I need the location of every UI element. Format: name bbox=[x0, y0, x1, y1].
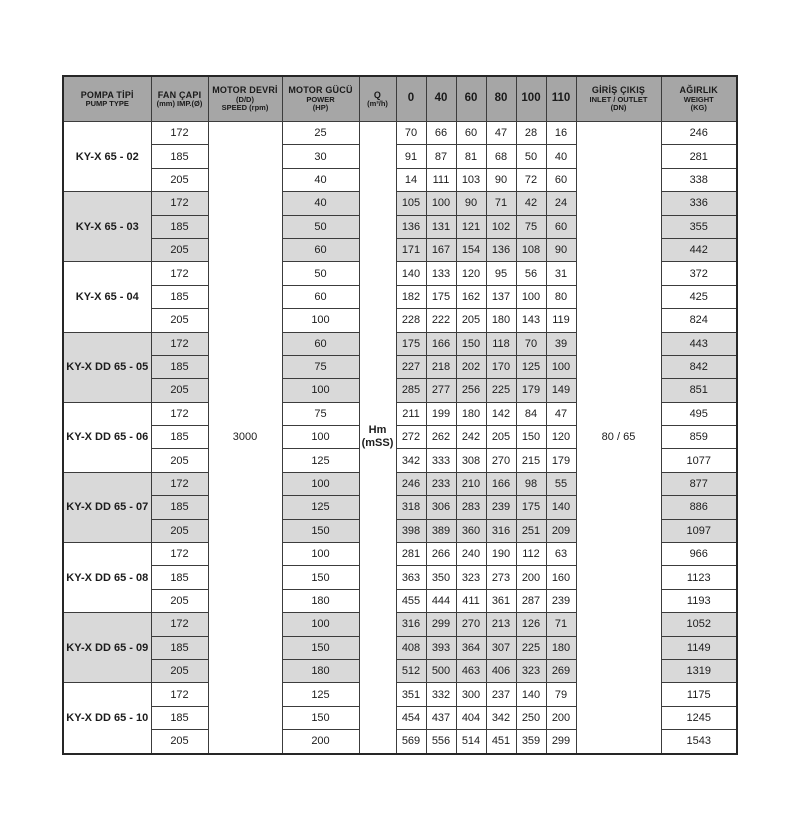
header-pump-type-en: PUMP TYPE bbox=[85, 98, 129, 108]
head-value-cell: 199 bbox=[426, 402, 456, 425]
fan-diameter-cell: 185 bbox=[151, 355, 208, 378]
head-value-cell: 90 bbox=[546, 238, 576, 261]
head-value-cell: 437 bbox=[426, 706, 456, 729]
head-value-cell: 167 bbox=[426, 238, 456, 261]
head-value-cell: 272 bbox=[396, 426, 426, 449]
head-value-cell: 39 bbox=[546, 332, 576, 355]
head-value-cell: 256 bbox=[456, 379, 486, 402]
pump-type-cell: KY-X DD 65 - 06 bbox=[63, 402, 151, 472]
header-flow-0: 0 bbox=[396, 76, 426, 122]
head-value-cell: 218 bbox=[426, 355, 456, 378]
q-unit-cell bbox=[359, 122, 396, 754]
power-cell: 60 bbox=[282, 285, 359, 308]
fan-diameter-cell: 172 bbox=[151, 402, 208, 425]
head-value-cell: 100 bbox=[546, 355, 576, 378]
power-cell: 40 bbox=[282, 168, 359, 191]
head-value-cell: 154 bbox=[456, 238, 486, 261]
weight-cell: 1123 bbox=[661, 566, 737, 589]
fan-diameter-cell: 172 bbox=[151, 683, 208, 706]
head-value-cell: 40 bbox=[546, 145, 576, 168]
inlet-outlet-cell: 80 / 65 bbox=[576, 122, 661, 754]
weight-cell: 281 bbox=[661, 145, 737, 168]
head-value-cell: 451 bbox=[486, 730, 516, 754]
head-value-cell: 300 bbox=[456, 683, 486, 706]
head-value-cell: 162 bbox=[456, 285, 486, 308]
power-cell: 50 bbox=[282, 215, 359, 238]
header-motor-speed-en: SPEED (rpm) bbox=[221, 103, 269, 113]
head-value-cell: 166 bbox=[426, 332, 456, 355]
head-value-cell: 126 bbox=[516, 613, 546, 636]
head-value-cell: 318 bbox=[396, 496, 426, 519]
head-value-cell: 215 bbox=[516, 449, 546, 472]
weight-cell: 1175 bbox=[661, 683, 737, 706]
head-value-cell: 55 bbox=[546, 472, 576, 495]
head-value-cell: 299 bbox=[426, 613, 456, 636]
head-value-cell: 512 bbox=[396, 659, 426, 682]
head-value-cell: 137 bbox=[486, 285, 516, 308]
weight-cell: 443 bbox=[661, 332, 737, 355]
weight-cell: 442 bbox=[661, 238, 737, 261]
head-value-cell: 180 bbox=[456, 402, 486, 425]
head-value-cell: 60 bbox=[456, 122, 486, 145]
head-value-cell: 316 bbox=[486, 519, 516, 542]
weight-cell: 1193 bbox=[661, 589, 737, 612]
pump-spec-table bbox=[62, 75, 738, 755]
head-value-cell: 140 bbox=[516, 683, 546, 706]
fan-diameter-cell: 172 bbox=[151, 122, 208, 145]
head-value-cell: 250 bbox=[516, 706, 546, 729]
power-cell: 150 bbox=[282, 566, 359, 589]
head-value-cell: 175 bbox=[426, 285, 456, 308]
header-fan-diameter-unit: (mm) IMP.(Ø) bbox=[156, 98, 203, 108]
power-cell: 100 bbox=[282, 543, 359, 566]
head-value-cell: 14 bbox=[396, 168, 426, 191]
head-value-cell: 227 bbox=[396, 355, 426, 378]
head-value-cell: 323 bbox=[456, 566, 486, 589]
head-value-cell: 281 bbox=[396, 543, 426, 566]
head-value-cell: 112 bbox=[516, 543, 546, 566]
fan-diameter-cell: 205 bbox=[151, 168, 208, 191]
fan-diameter-cell: 185 bbox=[151, 496, 208, 519]
head-value-cell: 142 bbox=[486, 402, 516, 425]
head-value-cell: 87 bbox=[426, 145, 456, 168]
fan-diameter-cell: 172 bbox=[151, 613, 208, 636]
header-flow-40: 40 bbox=[426, 76, 456, 122]
head-value-cell: 125 bbox=[516, 355, 546, 378]
head-value-cell: 361 bbox=[486, 589, 516, 612]
fan-diameter-cell: 172 bbox=[151, 262, 208, 285]
head-value-cell: 233 bbox=[426, 472, 456, 495]
head-value-cell: 237 bbox=[486, 683, 516, 706]
head-value-cell: 140 bbox=[546, 496, 576, 519]
head-value-cell: 569 bbox=[396, 730, 426, 754]
power-cell: 100 bbox=[282, 613, 359, 636]
pump-type-cell: KY-X 65 - 03 bbox=[63, 192, 151, 262]
head-value-cell: 228 bbox=[396, 309, 426, 332]
pump-type-cell: KY-X DD 65 - 10 bbox=[63, 683, 151, 754]
power-cell: 150 bbox=[282, 636, 359, 659]
header-fan-diameter-tr: FAN ÇAPI bbox=[157, 89, 202, 100]
head-value-cell: 103 bbox=[456, 168, 486, 191]
head-value-cell: 351 bbox=[396, 683, 426, 706]
fan-diameter-cell: 205 bbox=[151, 238, 208, 261]
head-value-cell: 71 bbox=[486, 192, 516, 215]
head-value-cell: 270 bbox=[456, 613, 486, 636]
weight-cell: 966 bbox=[661, 543, 737, 566]
head-value-cell: 306 bbox=[426, 496, 456, 519]
power-cell: 75 bbox=[282, 355, 359, 378]
head-value-cell: 454 bbox=[396, 706, 426, 729]
head-value-cell: 182 bbox=[396, 285, 426, 308]
weight-cell: 851 bbox=[661, 379, 737, 402]
fan-diameter-cell: 185 bbox=[151, 706, 208, 729]
head-value-cell: 31 bbox=[546, 262, 576, 285]
power-cell: 200 bbox=[282, 730, 359, 754]
head-value-cell: 47 bbox=[546, 402, 576, 425]
head-value-cell: 56 bbox=[516, 262, 546, 285]
head-value-cell: 514 bbox=[456, 730, 486, 754]
power-cell: 75 bbox=[282, 402, 359, 425]
head-value-cell: 140 bbox=[396, 262, 426, 285]
head-value-cell: 299 bbox=[546, 730, 576, 754]
head-value-cell: 136 bbox=[486, 238, 516, 261]
header-pump-type-tr: POMPA TİPİ bbox=[80, 89, 134, 100]
fan-diameter-cell: 185 bbox=[151, 285, 208, 308]
head-value-cell: 102 bbox=[486, 215, 516, 238]
power-cell: 60 bbox=[282, 332, 359, 355]
head-value-cell: 150 bbox=[456, 332, 486, 355]
weight-cell: 1245 bbox=[661, 706, 737, 729]
head-value-cell: 120 bbox=[546, 426, 576, 449]
fan-diameter-cell: 185 bbox=[151, 215, 208, 238]
head-value-cell: 171 bbox=[396, 238, 426, 261]
head-value-cell: 239 bbox=[546, 589, 576, 612]
head-value-cell: 444 bbox=[426, 589, 456, 612]
head-value-cell: 363 bbox=[396, 566, 426, 589]
head-value-cell: 100 bbox=[516, 285, 546, 308]
head-value-cell: 455 bbox=[396, 589, 426, 612]
weight-cell: 824 bbox=[661, 309, 737, 332]
header-flow-100: 100 bbox=[516, 76, 546, 122]
head-value-cell: 246 bbox=[396, 472, 426, 495]
header-motor-power-en: POWER bbox=[306, 94, 335, 104]
weight-cell: 1052 bbox=[661, 613, 737, 636]
head-value-cell: 307 bbox=[486, 636, 516, 659]
header-flow-80: 80 bbox=[486, 76, 516, 122]
head-value-cell: 277 bbox=[426, 379, 456, 402]
head-value-cell: 556 bbox=[426, 730, 456, 754]
power-cell: 125 bbox=[282, 683, 359, 706]
header-inlet-outlet bbox=[576, 76, 661, 122]
weight-cell: 842 bbox=[661, 355, 737, 378]
header-motor-power bbox=[282, 76, 359, 122]
pump-type-cell: KY-X 65 - 04 bbox=[63, 262, 151, 332]
fan-diameter-cell: 185 bbox=[151, 426, 208, 449]
header-inlet-outlet-en: INLET / OUTLET bbox=[589, 94, 648, 104]
weight-cell: 859 bbox=[661, 426, 737, 449]
head-value-cell: 266 bbox=[426, 543, 456, 566]
head-value-cell: 406 bbox=[486, 659, 516, 682]
head-value-cell: 79 bbox=[546, 683, 576, 706]
head-value-cell: 121 bbox=[456, 215, 486, 238]
header-fan-diameter bbox=[151, 76, 208, 122]
header-weight-tr: AĞIRLIK bbox=[679, 85, 718, 96]
head-value-cell: 225 bbox=[486, 379, 516, 402]
head-value-cell: 100 bbox=[426, 192, 456, 215]
q-unit-mss: (mSS) bbox=[361, 437, 394, 450]
head-value-cell: 404 bbox=[456, 706, 486, 729]
fan-diameter-cell: 205 bbox=[151, 309, 208, 332]
weight-cell: 1543 bbox=[661, 730, 737, 754]
weight-cell: 336 bbox=[661, 192, 737, 215]
header-motor-power-tr: MOTOR GÜCÜ bbox=[288, 85, 353, 96]
fan-diameter-cell: 172 bbox=[151, 332, 208, 355]
head-value-cell: 411 bbox=[456, 589, 486, 612]
header-q bbox=[359, 76, 396, 122]
head-value-cell: 316 bbox=[396, 613, 426, 636]
header-inlet-outlet-tr: GİRİŞ ÇIKIŞ bbox=[591, 85, 646, 96]
head-value-cell: 149 bbox=[546, 379, 576, 402]
head-value-cell: 200 bbox=[546, 706, 576, 729]
header-pump-type bbox=[63, 76, 151, 122]
head-value-cell: 133 bbox=[426, 262, 456, 285]
power-cell: 100 bbox=[282, 309, 359, 332]
head-value-cell: 190 bbox=[486, 543, 516, 566]
head-value-cell: 202 bbox=[456, 355, 486, 378]
table-row bbox=[63, 122, 737, 145]
fan-diameter-cell: 172 bbox=[151, 472, 208, 495]
head-value-cell: 180 bbox=[486, 309, 516, 332]
power-cell: 40 bbox=[282, 192, 359, 215]
weight-cell: 495 bbox=[661, 402, 737, 425]
head-value-cell: 119 bbox=[546, 309, 576, 332]
head-value-cell: 150 bbox=[516, 426, 546, 449]
head-value-cell: 225 bbox=[516, 636, 546, 659]
head-value-cell: 269 bbox=[546, 659, 576, 682]
fan-diameter-cell: 205 bbox=[151, 659, 208, 682]
head-value-cell: 209 bbox=[546, 519, 576, 542]
head-value-cell: 463 bbox=[456, 659, 486, 682]
head-value-cell: 210 bbox=[456, 472, 486, 495]
header-motor-speed-tr: MOTOR DEVRİ bbox=[212, 85, 278, 96]
head-value-cell: 70 bbox=[516, 332, 546, 355]
header-weight-unit: (KG) bbox=[690, 103, 707, 113]
header-row bbox=[63, 76, 737, 122]
head-value-cell: 120 bbox=[456, 262, 486, 285]
header-weight bbox=[661, 76, 737, 122]
pump-type-cell: KY-X DD 65 - 07 bbox=[63, 472, 151, 542]
head-value-cell: 42 bbox=[516, 192, 546, 215]
head-value-cell: 136 bbox=[396, 215, 426, 238]
power-cell: 100 bbox=[282, 379, 359, 402]
head-value-cell: 323 bbox=[516, 659, 546, 682]
head-value-cell: 222 bbox=[426, 309, 456, 332]
header-flow-110: 110 bbox=[546, 76, 576, 122]
head-value-cell: 360 bbox=[456, 519, 486, 542]
fan-diameter-cell: 205 bbox=[151, 449, 208, 472]
head-value-cell: 205 bbox=[456, 309, 486, 332]
fan-diameter-cell: 205 bbox=[151, 589, 208, 612]
table-header bbox=[63, 76, 737, 122]
head-value-cell: 242 bbox=[456, 426, 486, 449]
head-value-cell: 175 bbox=[396, 332, 426, 355]
fan-diameter-cell: 185 bbox=[151, 566, 208, 589]
header-q-unit: (m³/h) bbox=[367, 98, 388, 108]
head-value-cell: 359 bbox=[516, 730, 546, 754]
head-value-cell: 166 bbox=[486, 472, 516, 495]
head-value-cell: 180 bbox=[546, 636, 576, 659]
head-value-cell: 90 bbox=[456, 192, 486, 215]
pump-type-cell: KY-X DD 65 - 08 bbox=[63, 543, 151, 613]
head-value-cell: 213 bbox=[486, 613, 516, 636]
header-motor-speed bbox=[208, 76, 282, 122]
head-value-cell: 80 bbox=[546, 285, 576, 308]
motor-speed-cell: 3000 bbox=[208, 122, 282, 754]
power-cell: 180 bbox=[282, 589, 359, 612]
head-value-cell: 60 bbox=[546, 215, 576, 238]
head-value-cell: 50 bbox=[516, 145, 546, 168]
head-value-cell: 60 bbox=[546, 168, 576, 191]
head-value-cell: 170 bbox=[486, 355, 516, 378]
fan-diameter-cell: 172 bbox=[151, 543, 208, 566]
header-motor-power-unit: (HP) bbox=[312, 103, 329, 113]
power-cell: 150 bbox=[282, 706, 359, 729]
fan-diameter-cell: 185 bbox=[151, 636, 208, 659]
header-weight-en: WEIGHT bbox=[683, 94, 714, 104]
head-value-cell: 105 bbox=[396, 192, 426, 215]
head-value-cell: 205 bbox=[486, 426, 516, 449]
power-cell: 60 bbox=[282, 238, 359, 261]
head-value-cell: 24 bbox=[546, 192, 576, 215]
head-value-cell: 68 bbox=[486, 145, 516, 168]
head-value-cell: 389 bbox=[426, 519, 456, 542]
head-value-cell: 333 bbox=[426, 449, 456, 472]
weight-cell: 246 bbox=[661, 122, 737, 145]
q-unit-hm: Hm bbox=[368, 424, 387, 437]
power-cell: 50 bbox=[282, 262, 359, 285]
head-value-cell: 270 bbox=[486, 449, 516, 472]
head-value-cell: 262 bbox=[426, 426, 456, 449]
weight-cell: 1149 bbox=[661, 636, 737, 659]
fan-diameter-cell: 205 bbox=[151, 730, 208, 754]
head-value-cell: 81 bbox=[456, 145, 486, 168]
head-value-cell: 251 bbox=[516, 519, 546, 542]
head-value-cell: 28 bbox=[516, 122, 546, 145]
head-value-cell: 72 bbox=[516, 168, 546, 191]
power-cell: 100 bbox=[282, 426, 359, 449]
head-value-cell: 108 bbox=[516, 238, 546, 261]
head-value-cell: 342 bbox=[486, 706, 516, 729]
head-value-cell: 91 bbox=[396, 145, 426, 168]
head-value-cell: 398 bbox=[396, 519, 426, 542]
weight-cell: 886 bbox=[661, 496, 737, 519]
weight-cell: 355 bbox=[661, 215, 737, 238]
head-value-cell: 393 bbox=[426, 636, 456, 659]
weight-cell: 1319 bbox=[661, 659, 737, 682]
table-body bbox=[63, 122, 737, 754]
head-value-cell: 70 bbox=[396, 122, 426, 145]
header-motor-speed-unit: (D/D) bbox=[236, 94, 254, 104]
head-value-cell: 179 bbox=[516, 379, 546, 402]
head-value-cell: 118 bbox=[486, 332, 516, 355]
weight-cell: 425 bbox=[661, 285, 737, 308]
head-value-cell: 287 bbox=[516, 589, 546, 612]
head-value-cell: 500 bbox=[426, 659, 456, 682]
header-inlet-outlet-unit: (DN) bbox=[610, 103, 627, 113]
pump-type-cell: KY-X 65 - 02 bbox=[63, 122, 151, 192]
power-cell: 100 bbox=[282, 472, 359, 495]
head-value-cell: 350 bbox=[426, 566, 456, 589]
head-value-cell: 90 bbox=[486, 168, 516, 191]
head-value-cell: 240 bbox=[456, 543, 486, 566]
head-value-cell: 75 bbox=[516, 215, 546, 238]
head-value-cell: 200 bbox=[516, 566, 546, 589]
head-value-cell: 332 bbox=[426, 683, 456, 706]
head-value-cell: 66 bbox=[426, 122, 456, 145]
head-value-cell: 95 bbox=[486, 262, 516, 285]
head-value-cell: 160 bbox=[546, 566, 576, 589]
power-cell: 25 bbox=[282, 122, 359, 145]
weight-cell: 1097 bbox=[661, 519, 737, 542]
head-value-cell: 408 bbox=[396, 636, 426, 659]
weight-cell: 877 bbox=[661, 472, 737, 495]
weight-cell: 1077 bbox=[661, 449, 737, 472]
fan-diameter-cell: 205 bbox=[151, 379, 208, 402]
head-value-cell: 98 bbox=[516, 472, 546, 495]
head-value-cell: 111 bbox=[426, 168, 456, 191]
header-q-symbol: Q bbox=[373, 89, 382, 100]
weight-cell: 338 bbox=[661, 168, 737, 191]
head-value-cell: 273 bbox=[486, 566, 516, 589]
head-value-cell: 342 bbox=[396, 449, 426, 472]
head-value-cell: 364 bbox=[456, 636, 486, 659]
head-value-cell: 239 bbox=[486, 496, 516, 519]
power-cell: 125 bbox=[282, 449, 359, 472]
head-value-cell: 131 bbox=[426, 215, 456, 238]
power-cell: 30 bbox=[282, 145, 359, 168]
fan-diameter-cell: 205 bbox=[151, 519, 208, 542]
head-value-cell: 143 bbox=[516, 309, 546, 332]
head-value-cell: 71 bbox=[546, 613, 576, 636]
fan-diameter-cell: 185 bbox=[151, 145, 208, 168]
pump-type-cell: KY-X DD 65 - 09 bbox=[63, 613, 151, 683]
head-value-cell: 179 bbox=[546, 449, 576, 472]
head-value-cell: 283 bbox=[456, 496, 486, 519]
head-value-cell: 84 bbox=[516, 402, 546, 425]
header-flow-60: 60 bbox=[456, 76, 486, 122]
head-value-cell: 285 bbox=[396, 379, 426, 402]
weight-cell: 372 bbox=[661, 262, 737, 285]
head-value-cell: 63 bbox=[546, 543, 576, 566]
power-cell: 150 bbox=[282, 519, 359, 542]
head-value-cell: 308 bbox=[456, 449, 486, 472]
head-value-cell: 175 bbox=[516, 496, 546, 519]
fan-diameter-cell: 172 bbox=[151, 192, 208, 215]
power-cell: 180 bbox=[282, 659, 359, 682]
head-value-cell: 16 bbox=[546, 122, 576, 145]
pump-type-cell: KY-X DD 65 - 05 bbox=[63, 332, 151, 402]
head-value-cell: 47 bbox=[486, 122, 516, 145]
head-value-cell: 211 bbox=[396, 402, 426, 425]
power-cell: 125 bbox=[282, 496, 359, 519]
